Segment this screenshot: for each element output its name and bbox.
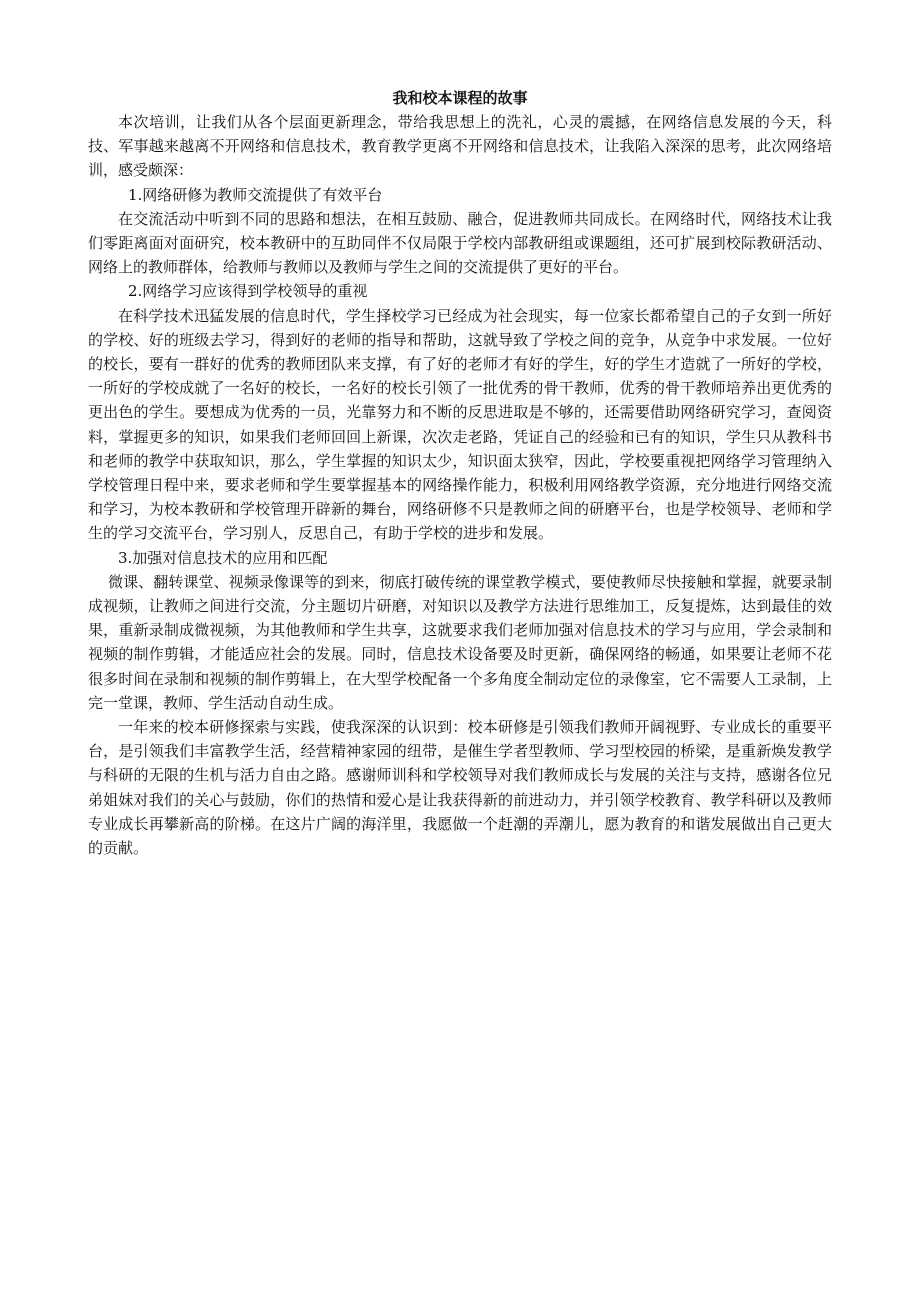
- section-2-body: 在科学技术迅猛发展的信息时代，学生择校学习已经成为社会现实，每一位家长都希望自己的子女到一所好的学校、好的班级去学习，得到好的老师的指导和帮助，这就导致了学校之间的竞争，从竞争中求发展。一位好的校长，要有一群好的优秀的教师团队来支撑，有了好的老师才有好的学生，好的学生才造就了一所好的学校，一所好的学校成就了一名好的校长，一名好的校长引领了一批优秀的骨干教师，优秀的骨干教师培养出更优秀的更出色的学生。要想成为优秀的一员，光靠努力和不断的反思进取是不够的，还需要借助网络研究学习，查阅资料，掌握更多的知识，如果我们老师回回上新课，次次走老路，凭证自己的经验和已有的知识，学生只从教科书和老师的教学中获取知识，那么，学生掌握的知识太少，知识面太狭窄，因此，学校要重视把网络学习管理纳入学校管理日程中来，要求老师和学生要掌握基本的网络操作能力，积极利用网络教学资源，充分地进行网络交流和学习，为校本教研和学校管理开辟新的舞台，网络研修不只是教师之间的研磨平台，也是学校领导、老师和学生的学习交流平台，学习别人，反思自己，有助于学校的进步和发展。: [88, 306, 832, 543]
- document-title: 我和校本课程的故事: [392, 89, 528, 107]
- conclusion-paragraph: 一年来的校本研修探索与实践，使我深深的认识到：校本研修是引领我们教师开阔视野、专业成长的重要平台，是引领我们丰富教学生活，经营精神家园的纽带，是催生学者型教师、学习型校园的桥梁，是重新焕发教学与科研的无限的生机与活力自由之路。感谢师训科和学校领导对我们教师成长与发展的关注与支持，感谢各位兄弟姐妹对我们的关心与鼓励，你们的热情和爱心是让我获得新的前进动力，并引领学校教育、教学科研以及教师专业成长再攀新高的阶梯。在这片广阔的海洋里，我愿做一个赶潮的弄潮儿，愿为教育的和谐发展做出自己更大的贡献。: [88, 718, 832, 858]
- section-2-heading: 2.网络学习应该得到学校领导的重视: [128, 282, 368, 301]
- intro-paragraph: 本次培训，让我们从各个层面更新理念，带给我思想上的洗礼，心灵的震撼，在网络信息发展的今天，科技、军事越来越离不开网络和信息技术，教育教学更离不开网络和信息技术，让我陷入深深的思考，此次网络培训，感受颇深：: [88, 113, 832, 180]
- section-1-heading: 1.网络研修为教师交流提供了有效平台: [128, 185, 383, 204]
- document-page: [88, 86, 832, 860]
- section-3-heading: 3.加强对信息技术的应用和匹配: [118, 548, 328, 567]
- section-3-body: 微课、翻转课堂、视频录像课等的到来，彻底打破传统的课堂教学模式，要使教师尽快接触和掌握，就要录制成视频，让教师之间进行交流，分主题切片研磨，对知识以及教学方法进行思维加工，反复提炼，达到最佳的效果，重新录制成微视频，为其他教师和学生共享，这就要求我们老师加强对信息技术的学习与应用，学会录制和视频的制作剪辑，才能适应社会的发展。同时，信息技术设备要及时更新，确保网络的畅通，如果要让老师不花很多时间在录制和视频的制作剪辑上，在大型学校配备一个多角度全制动定位的录像室，它不需要人工录制，上完一堂课，教师、学生活动自动生成。: [88, 572, 832, 712]
- section-1-body: 在交流活动中听到不同的思路和想法，在相互鼓励、融合，促进教师共同成长。在网络时代，网络技术让我们零距离面对面研究，校本教研中的互助同伴不仅局限于学校内部教研组或课题组，还可扩展到校际教研活动、网络上的教师群体，给教师与教师以及教师与学生之间的交流提供了更好的平台。: [88, 209, 832, 277]
